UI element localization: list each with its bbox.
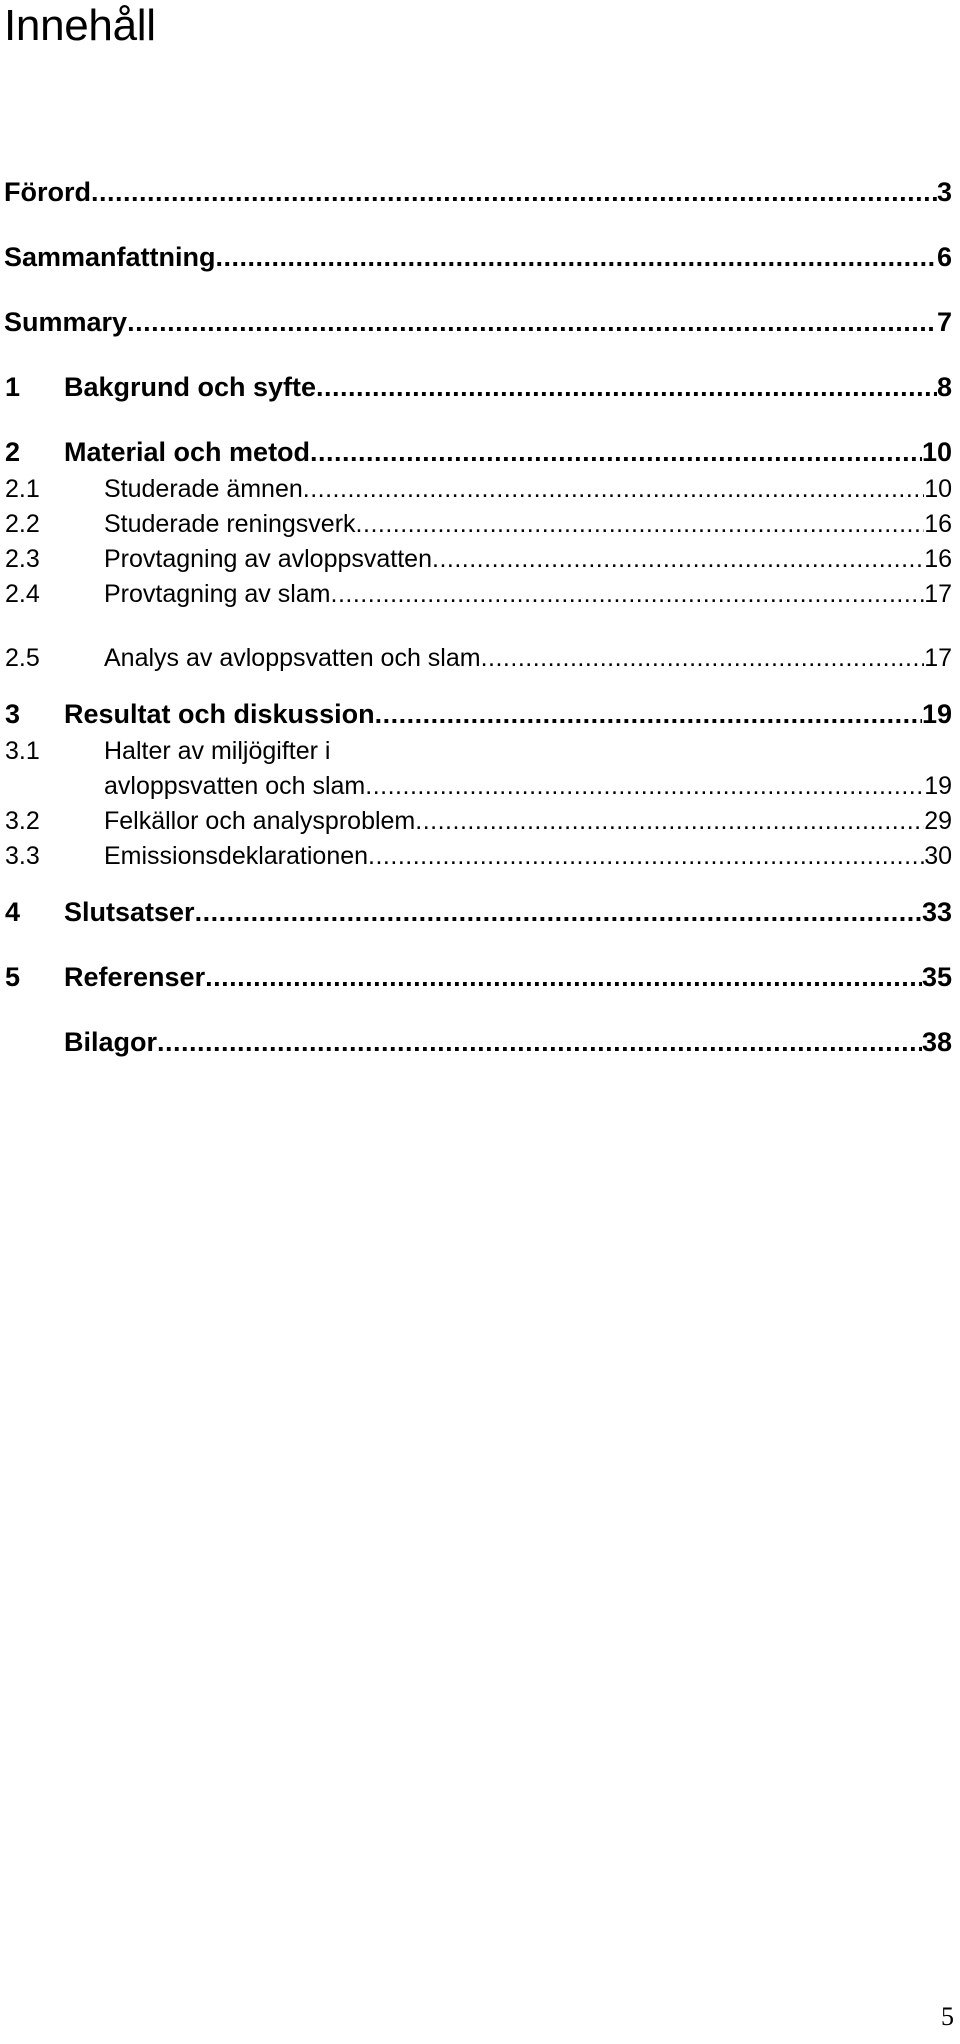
toc-number: 3.2 [5, 807, 40, 835]
toc-page: 8 [936, 372, 952, 402]
toc-label: Förord [4, 177, 91, 207]
toc-leader-dots [415, 805, 924, 837]
toc-leader-dots [310, 435, 922, 469]
toc-label: Material och metod [64, 437, 311, 467]
toc-label: Summary [4, 307, 128, 337]
toc-entry-summary[interactable] [0, 305, 960, 345]
toc-number: 3.1 [5, 737, 40, 765]
toc-leader-dots [481, 642, 925, 674]
toc-entry-section-2-3[interactable] [0, 543, 960, 583]
toc-entry-chapter-4[interactable] [0, 895, 960, 935]
toc-leader-dots [157, 1025, 922, 1059]
toc-leader-dots [216, 240, 937, 274]
toc-number: 2.5 [5, 644, 40, 672]
toc-label: Resultat och diskussion [64, 699, 375, 729]
toc-number: 4 [5, 897, 21, 927]
toc-leader-dots [195, 895, 922, 929]
toc-page: 38 [921, 1027, 952, 1057]
toc-leader-dots [205, 960, 922, 994]
toc-number: 2.1 [5, 475, 40, 503]
toc-entry-section-2-1[interactable] [0, 473, 960, 513]
toc-page: 17 [924, 644, 952, 672]
toc-number: 5 [5, 962, 21, 992]
toc-leader-dots [331, 578, 925, 610]
toc-entry-forord[interactable] [0, 175, 960, 215]
toc-entry-section-2-2[interactable] [0, 508, 960, 548]
toc-label: Referenser [64, 962, 206, 992]
toc-label: Slutsatser [64, 897, 195, 927]
toc-leader-dots [303, 473, 924, 505]
toc-number: 2.3 [5, 545, 40, 573]
toc-number: 2.4 [5, 580, 40, 608]
toc-label: Felkällor och analysproblem [104, 807, 416, 835]
toc-label: Studerade ämnen [104, 475, 303, 503]
toc-entry-section-2-4[interactable] [0, 578, 960, 618]
page-title: Innehåll [4, 1, 156, 50]
toc-page: 30 [924, 842, 952, 870]
toc-entry-chapter-1[interactable] [0, 370, 960, 410]
toc-leader-dots [432, 543, 924, 575]
toc-page: 3 [936, 177, 952, 207]
toc-number: 2.2 [5, 510, 40, 538]
toc-entry-chapter-2[interactable] [0, 435, 960, 475]
toc-leader-dots [375, 697, 922, 731]
toc-page: 35 [921, 962, 952, 992]
toc-number: 3.3 [5, 842, 40, 870]
toc-number: 2 [5, 437, 21, 467]
toc-leader-dots [91, 175, 937, 209]
toc-leader-dots [356, 508, 925, 540]
toc-label: Bilagor [64, 1027, 158, 1057]
toc-entry-bilagor[interactable] [0, 1025, 960, 1065]
page-number: 5 [941, 2002, 954, 2031]
toc-number: 3 [5, 699, 21, 729]
toc-label: avloppsvatten och slam [104, 772, 366, 800]
toc-page: 19 [921, 699, 952, 729]
toc-entry-section-3-1[interactable] [0, 735, 960, 807]
toc-number: 1 [5, 372, 21, 402]
toc-label: Provtagning av avloppsvatten [104, 545, 432, 573]
toc-entry-chapter-5[interactable] [0, 960, 960, 1000]
toc-label: Bakgrund och syfte [64, 372, 317, 402]
toc-entry-chapter-3[interactable] [0, 697, 960, 737]
toc-page: 19 [924, 772, 952, 800]
toc-entry-section-2-5[interactable] [0, 642, 960, 682]
toc-page: 16 [924, 545, 952, 573]
toc-entry-section-3-3[interactable] [0, 840, 960, 880]
toc-page: 16 [924, 510, 952, 538]
toc-label: Sammanfattning [4, 242, 216, 272]
toc-leader-dots [365, 770, 924, 802]
toc-label-line-1: Halter av miljögifter i [104, 737, 331, 765]
toc-leader-dots [368, 840, 924, 872]
toc-leader-dots [127, 305, 937, 339]
toc-page: 6 [936, 242, 952, 272]
toc-label: Studerade reningsverk [104, 510, 356, 538]
toc-page: 10 [924, 475, 952, 503]
toc-label: Emissionsdeklarationen [104, 842, 369, 870]
toc-label: Provtagning av slam [104, 580, 331, 608]
toc-page: 10 [921, 437, 952, 467]
toc-entry-sammanfattning[interactable] [0, 240, 960, 280]
toc-page: 17 [924, 580, 952, 608]
toc-entry-section-3-2[interactable] [0, 805, 960, 845]
toc-page: 29 [924, 807, 952, 835]
toc-leader-dots [316, 370, 937, 404]
toc-label: Analys av avloppsvatten och slam [104, 644, 481, 672]
toc-page: 33 [921, 897, 952, 927]
toc-page: 7 [936, 307, 952, 337]
